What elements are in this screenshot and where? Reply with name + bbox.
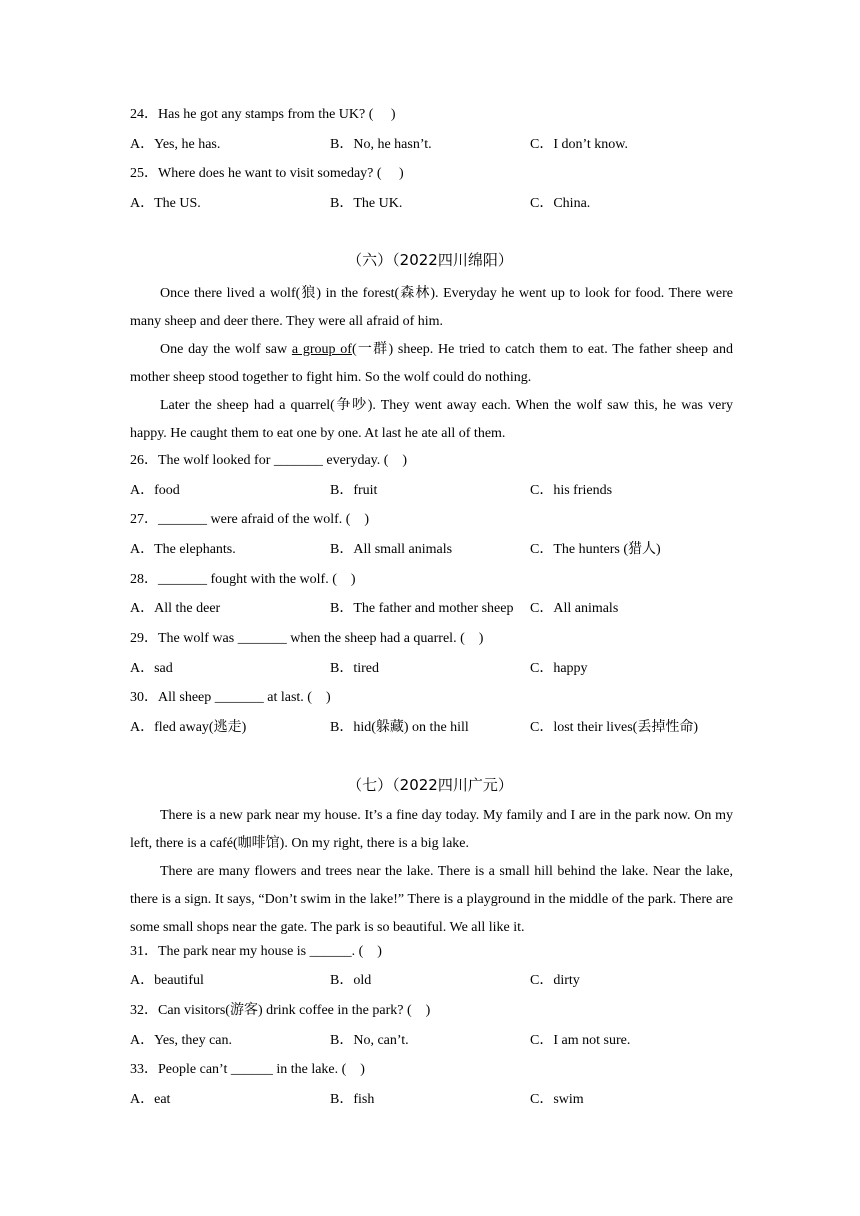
q30-option-a: A．fled away(逃走) xyxy=(130,720,247,735)
q33-option-a: A．eat xyxy=(130,1092,171,1107)
question-30: 30．All sheep _______ at last. ( ) xyxy=(130,690,331,705)
section-6-p3-text: Later the sheep had a quarrel(争吵). They went away each. When the wolf saw this, he was very happy. He caught them to eat one by one. At last he ate all of them. xyxy=(130,398,733,441)
q27-option-a: A．The elephants. xyxy=(130,542,236,557)
q31-option-a: A．beautiful xyxy=(130,973,204,988)
q28-option-a: A．All the deer xyxy=(130,601,221,616)
question-33: 33．People can’t ______ in the lake. ( ) xyxy=(130,1062,365,1077)
q24-option-b: B．No, he hasn’t. xyxy=(330,137,432,152)
q25-option-c: C．China. xyxy=(530,196,591,211)
q32-option-c: C．I am not sure. xyxy=(530,1033,631,1048)
q32-option-b: B．No, can’t. xyxy=(330,1033,409,1048)
section-6-heading: （六）（2022四川绵阳） xyxy=(347,251,513,269)
q30-option-c: C．lost their lives(丢掉性命) xyxy=(530,720,698,735)
q28-option-c: C．All animals xyxy=(530,601,619,616)
q26-option-c: C．his friends xyxy=(530,483,613,498)
q29-option-c: C．happy xyxy=(530,661,588,676)
section-7-p2-text: There are many flowers and trees near the lake. There is a small hill behind the lake. Near the lake, there is a sign. It says, “Don’t swim in the lake!” There is a playground in the middle of the park. There are some small shops near the gate. The park is so beautiful. We all like it. xyxy=(130,864,733,935)
section-6-p2-underlined: a group of xyxy=(291,342,352,357)
question-28: 28．_______ fought with the wolf. ( ) xyxy=(130,572,356,587)
section-7-heading: （七）（2022四川广元） xyxy=(347,776,513,794)
question-27: 27．_______ were afraid of the wolf. ( ) xyxy=(130,512,370,527)
q27-option-b: B．All small animals xyxy=(330,542,453,557)
section-6-p2-post: (一群) sheep. He tried to catch them to eat. The father sheep and mother sheep stood together to fight him. So the wolf could do nothing. xyxy=(130,342,734,385)
q27-option-c: C．The hunters (猎人) xyxy=(530,542,661,557)
question-25: 25．Where does he want to visit someday? ( ) xyxy=(130,166,404,181)
q26-option-a: A．food xyxy=(130,483,180,498)
question-24: 24．Has he got any stamps from the UK? ( ) xyxy=(130,107,396,122)
question-26: 26．The wolf looked for _______ everyday. ( ) xyxy=(130,453,408,468)
question-32: 32．Can visitors(游客) drink coffee in the park? ( ) xyxy=(130,1003,431,1018)
q33-option-b: B．fish xyxy=(330,1092,375,1107)
q25-option-a: A．The US. xyxy=(130,196,201,211)
section-6-paragraph-1 xyxy=(130,280,733,336)
q29-option-a: A．sad xyxy=(130,661,173,676)
section-7-p1-text: There is a new park near my house. It’s a fine day today. My family and I are in the park now. On my left, there is a café(咖啡馆). On my right, there is a big lake. xyxy=(130,808,733,851)
q32-option-a: A．Yes, they can. xyxy=(130,1033,233,1048)
q24-option-a: A．Yes, he has. xyxy=(130,137,221,152)
section-7-paragraph-2 xyxy=(130,858,733,942)
q33-option-c: C．swim xyxy=(530,1092,584,1107)
q24-option-c: C．I don’t know. xyxy=(530,137,628,152)
section-6-paragraph-3 xyxy=(130,392,733,448)
q29-option-b: B．tired xyxy=(330,661,379,676)
section-6-p1-text: Once there lived a wolf(狼) in the forest(森林). Everyday he went up to look for food. There were many sheep and deer there. They were all afraid of him. xyxy=(130,286,733,329)
q31-option-b: B．old xyxy=(330,973,372,988)
q30-option-b: B．hid(躲藏) on the hill xyxy=(330,720,469,735)
q31-option-c: C．dirty xyxy=(530,973,580,988)
q26-option-b: B．fruit xyxy=(330,483,378,498)
section-6-p2-pre: One day the wolf saw xyxy=(160,342,292,357)
question-29: 29．The wolf was _______ when the sheep had a quarrel. ( ) xyxy=(130,631,484,646)
q25-option-b: B．The UK. xyxy=(330,196,403,211)
question-31: 31．The park near my house is ______. ( ) xyxy=(130,944,382,959)
section-6-paragraph-2 xyxy=(130,336,733,392)
section-7-paragraph-1 xyxy=(130,802,733,858)
q28-option-b: B．The father and mother sheep xyxy=(330,601,514,616)
